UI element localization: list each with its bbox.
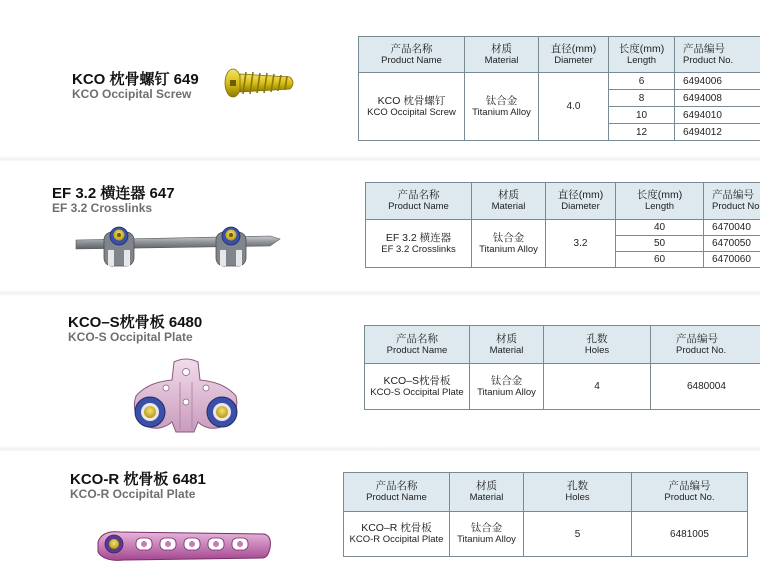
crosslink-image xyxy=(74,222,284,274)
product-name-cell: EF 3.2 横连器 EF 3.2 Crosslinks xyxy=(366,220,472,268)
length-cell: 50 xyxy=(616,236,704,252)
holes-cell: 5 xyxy=(524,512,632,557)
table-header-row xyxy=(365,326,760,364)
product-no-cell: 6494010 xyxy=(675,107,760,124)
table-header-row xyxy=(344,473,748,512)
header-product-no: 产品编号 Product No. xyxy=(651,326,760,364)
header-holes: 孔数 Holes xyxy=(524,473,632,512)
length-cell: 40 xyxy=(616,220,704,236)
kco-s-title: KCO–S枕骨板 6480 xyxy=(68,314,203,331)
table-row xyxy=(359,73,760,90)
crosslink-title: EF 3.2 横连器 647 xyxy=(52,185,175,202)
length-cell: 12 xyxy=(609,124,675,141)
section-divider xyxy=(0,290,760,296)
header-diameter: 直径(mm) Diameter xyxy=(539,37,609,73)
kco-r-subtitle: KCO-R Occipital Plate xyxy=(70,487,196,501)
product-name-cell: KCO 枕骨螺钉 KCO Occipital Screw xyxy=(359,73,465,141)
header-product-no: 产品编号 Product No. xyxy=(632,473,748,512)
crosslink-spec-table xyxy=(365,182,760,268)
header-material: 材质 Material xyxy=(465,37,539,73)
header-product-name: 产品名称 Product Name xyxy=(344,473,450,512)
material-cell: 钛合金 Titanium Alloy xyxy=(450,512,524,557)
product-no-cell: 6494008 xyxy=(675,90,760,107)
kco-s-plate-image xyxy=(128,358,244,434)
material-cell: 钛合金 Titanium Alloy xyxy=(470,364,544,410)
diameter-cell: 4.0 xyxy=(539,73,609,141)
screw-spec-table xyxy=(358,36,760,141)
header-material: 材质 Material xyxy=(472,183,546,220)
product-no-cell: 6470050 xyxy=(704,236,760,252)
kco-r-title: KCO-R 枕骨板 6481 xyxy=(70,471,206,488)
header-product-name: 产品名称 Product Name xyxy=(366,183,472,220)
header-product-name: 产品名称 Product Name xyxy=(359,37,465,73)
header-material: 材质 Material xyxy=(470,326,544,364)
screw-subtitle: KCO Occipital Screw xyxy=(72,87,192,101)
diameter-cell: 3.2 xyxy=(546,220,616,268)
header-length: 长度(mm) Length xyxy=(609,37,675,73)
product-name-cell: KCO–R 枕骨板 KCO-R Occipital Plate xyxy=(344,512,450,557)
length-cell: 10 xyxy=(609,107,675,124)
kco-r-spec-table xyxy=(343,472,748,557)
header-holes: 孔数 Holes xyxy=(544,326,651,364)
kco-s-subtitle: KCO-S Occipital Plate xyxy=(68,330,193,344)
product-no-cell: 6480004 xyxy=(651,364,760,410)
length-cell: 6 xyxy=(609,73,675,90)
product-no-cell: 6470060 xyxy=(704,252,760,268)
section-divider xyxy=(0,156,760,162)
length-cell: 8 xyxy=(609,90,675,107)
section-divider xyxy=(0,446,760,452)
header-product-name: 产品名称 Product Name xyxy=(365,326,470,364)
kco-s-spec-table xyxy=(364,325,760,410)
product-no-cell: 6494012 xyxy=(675,124,760,141)
table-header-row xyxy=(366,183,760,220)
occipital-screw-image xyxy=(224,66,296,100)
header-product-no: 产品编号 Product No. xyxy=(675,37,760,73)
product-no-cell: 6470040 xyxy=(704,220,760,236)
screw-title: KCO 枕骨螺钉 649 xyxy=(72,71,199,88)
header-product-no: 产品编号 Product No xyxy=(704,183,760,220)
kco-r-plate-image xyxy=(94,528,272,568)
table-header-row xyxy=(359,37,760,73)
material-cell: 钛合金 Titanium Alloy xyxy=(465,73,539,141)
product-no-cell: 6494006 xyxy=(675,73,760,90)
table-row xyxy=(344,512,748,557)
product-name-cell: KCO–S枕骨板 KCO-S Occipital Plate xyxy=(365,364,470,410)
material-cell: 钛合金 Titanium Alloy xyxy=(472,220,546,268)
holes-cell: 4 xyxy=(544,364,651,410)
table-row xyxy=(365,364,760,410)
table-row xyxy=(366,220,760,236)
length-cell: 60 xyxy=(616,252,704,268)
header-material: 材质 Material xyxy=(450,473,524,512)
header-length: 长度(mm) Length xyxy=(616,183,704,220)
header-diameter: 直径(mm) Diameter xyxy=(546,183,616,220)
product-no-cell: 6481005 xyxy=(632,512,748,557)
crosslink-subtitle: EF 3.2 Crosslinks xyxy=(52,201,153,215)
